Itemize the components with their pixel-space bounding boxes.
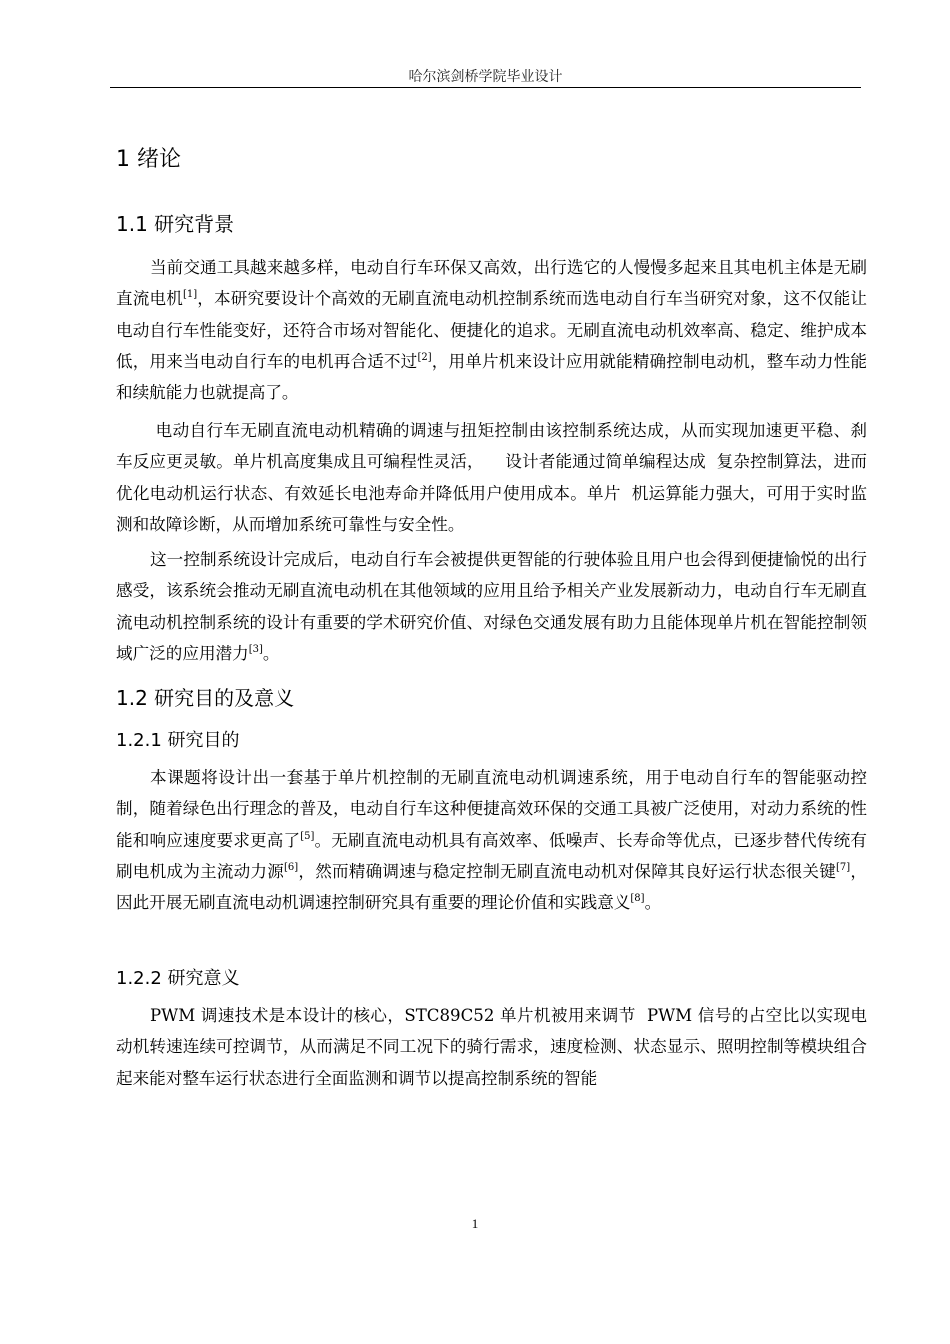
paragraph-text: ，然而精确调速与稳定控制无刷直流电动机对保障其良好运行状态很关键 xyxy=(298,861,837,881)
header-divider xyxy=(110,87,861,88)
paragraph-text: ，因此开展无刷直流电动机调速控制研究具有重要的理论价值和实践意义 xyxy=(116,861,868,913)
citation-ref: [6] xyxy=(284,861,299,873)
paragraph-background-2: 电动自行车无刷直流电动机精确的调速与扭矩控制由该控制系统达成，从而实现加速更平稳、刹车反应更灵敏。单片机高度集成且可编程性灵活， 设计者能通过简单编程达成 复杂控制算法，进而优化电动机运行状态、有效延长电池寿命并降低用户使用成本。单片 机运算能力强大，可用于实时监测和故障诊断，从而增加系统可靠性与安全性。 xyxy=(116,421,868,534)
paragraph-text: 当前交通工具越来越多样，电动自行车环保又高效，出行选它的人慢慢多起来且其电机主体是无刷直流电机 xyxy=(116,258,867,309)
subsection-title-1-2-1: 1.2.1 研究目的 xyxy=(116,730,240,751)
paragraph-text: ，用单片机来设计应用就能精确控制电动机，整车动力性能和续航能力也就提高了。 xyxy=(116,351,868,403)
citation-ref: [5] xyxy=(300,830,315,842)
paragraph-text: 这一控制系统设计完成后，电动自行车会被提供更智能的行驶体验且用户也会得到便捷愉悦的出行感受，该系统会推动无刷直流电动机在其他领域的应用且给予相关产业发展新动力，电动自行车无刷直流电动机控制系统的设计有重要的学术研究价值、对绿色交通发展有助力且能体现单片机在智能控制领域广泛的应用潜力 xyxy=(116,550,867,663)
paragraph-text: 。 xyxy=(262,643,280,663)
paragraph-background-3 xyxy=(116,544,867,669)
subsection-title-1-2-2: 1.2.2 研究意义 xyxy=(116,968,240,989)
citation-ref: [2] xyxy=(417,351,432,363)
paragraph-text: ，本研究要设计个高效的无刷直流电动机控制系统而选电动自行车当研究对象，这不仅能让电动自行车性能变好，还符合市场对智能化、便捷化的追求。无刷直流电动机效率高、稳定、维护成本低，用来当电动自行车的电机再合适不过 xyxy=(116,289,867,371)
paragraph-purpose xyxy=(116,762,867,918)
page-number: 1 xyxy=(471,1216,479,1231)
paragraph-text: 。无刷直流电动机具有高效率、低噪声、长寿命等优点，已逐步替代传统有刷电机成为主流动力源 xyxy=(116,830,868,881)
citation-ref: [8] xyxy=(630,893,645,905)
paragraph-significance: PWM 调速技术是本设计的核心，STC89C52 单片机被用来调节 PWM 信号的占空比以实现电动机转速连续可控调节，从而满足不同工况下的骑行需求，速度检测、状态显示、照明控制等模块组合起来能对整车运行状态进行全面监测和调节以提高控制系统的智能 xyxy=(116,1006,867,1088)
citation-ref: [3] xyxy=(248,643,263,655)
section-title-1-2: 1.2 研究目的及意义 xyxy=(116,686,295,710)
chapter-title: 1 绪论 xyxy=(116,147,181,172)
citation-ref: [7] xyxy=(836,861,851,873)
section-title-1-1: 1.1 研究背景 xyxy=(116,212,235,236)
paragraph-text: 。 xyxy=(644,893,662,913)
paragraph-text: 本课题将设计出一套基于单片机控制的无刷直流电动机调速系统，用于电动自行车的智能驱动控制，随着绿色出行理念的普及，电动自行车这种便捷高效环保的交通工具被广泛使用，对动力系统的性能和响应速度要求更高了 xyxy=(116,768,867,850)
page-header: 哈尔滨剑桥学院毕业设计 xyxy=(408,70,563,85)
paragraph-background-1 xyxy=(116,252,867,408)
citation-ref: [1] xyxy=(182,289,198,301)
